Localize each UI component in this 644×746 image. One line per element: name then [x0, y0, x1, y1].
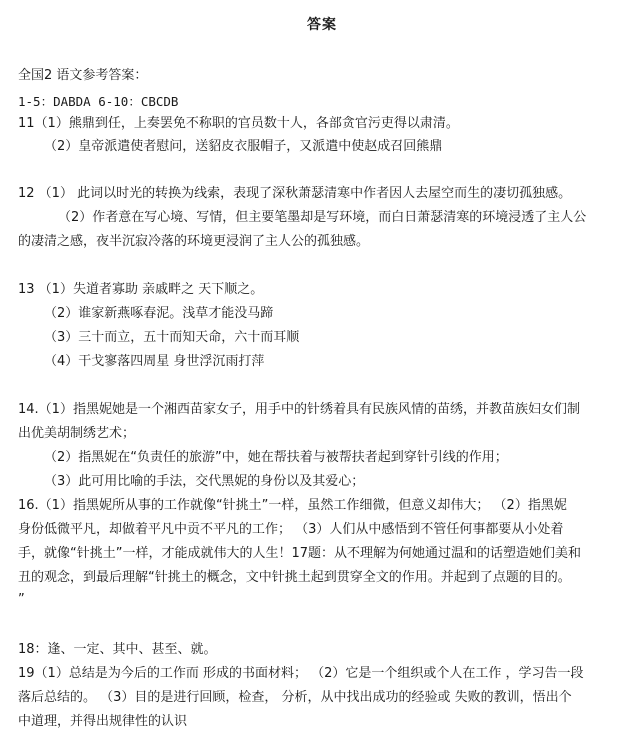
answer-line-19-1: 19（1）总结是为今后的工作而 形成的书面材料； （2）它是一个组织或个人在工作 ，学习告一段	[18, 666, 584, 681]
answer-line-14-2: （2）指黑妮在“负责任的旅游”中，她在帮扶着与被帮扶者起到穿针引线的作用；	[44, 450, 508, 465]
answer-line-16-3: 手，就像“针挑土”一样，才能成就伟大的人生！17题：从不理解为何她通过温和的话塑造她们美和	[18, 546, 582, 561]
answer-line-19-3: 中道理，并得出规律性的认识	[18, 714, 188, 729]
answer-line-13-4: （4）干戈寥落四周星 身世浮沉雨打萍	[44, 354, 265, 369]
section-heading: 全国2 语文参考答案：	[18, 68, 148, 83]
answer-line-14-1-cont: 出优美胡制绣艺术；	[18, 426, 136, 441]
answer-line-13-3: （3）三十而立，五十而知天命，六十而耳顺	[44, 330, 300, 345]
answer-line-14-1: 14.（1）指黑妮她是一个湘西苗家女子，用手中的针绣着具有民族风情的苗绣，并教苗族妇女们制	[18, 402, 580, 417]
page-title: 答案	[307, 17, 337, 33]
answer-line-11-1: 11（1）熊鼎到任，上奏罢免不称职的官员数十人，各部贪官污吏得以肃清。	[18, 116, 459, 131]
answer-line-1-10: 1-5：DABDA 6-10：CBCDB	[18, 94, 179, 109]
closing-quote: ”	[18, 592, 25, 607]
answer-line-12-2: （2）作者意在写心境、写情，但主要笔墨却是写环境，而白日萧瑟清寒的环境浸透了主人公	[58, 210, 587, 225]
answer-line-16-2: 身份低微平凡，却做着平凡中贡不平凡的工作； （3）人们从中感悟到不管任何事都要从小处着	[18, 522, 564, 537]
answer-line-16-1: 16.（1）指黑妮所从事的工作就像“针挑土”一样，虽然工作细微，但意义却伟大； （2）指黑妮	[18, 498, 567, 513]
answer-line-18: 18：逢、一定、其中、甚至、就。	[18, 642, 217, 657]
answer-line-12-1: 12 （1） 此词以时光的转换为线索，表现了深秋萧瑟清寒中作者因人去屋空而生的凄切孤独感。	[18, 186, 572, 201]
answer-line-17: 丑的观念，到最后理解“针挑土的概念，文中针挑土起到贯穿全文的作用。并起到了点题的目的。	[18, 570, 571, 585]
answer-line-11-2: （2）皇帝派遣使者慰问，送貂皮衣服帽子，又派遣中使赵成召回熊鼎	[44, 139, 443, 154]
answer-line-13-1: 13 （1）失道者寡助 亲戚畔之 天下顺之。	[18, 282, 264, 297]
answer-line-13-2: （2）谁家新燕啄春泥。浅草才能没马蹄	[44, 306, 274, 321]
answer-line-19-2: 落后总结的。 （3）目的是进行回顾，检查， 分析，从中找出成功的经验或 失败的教训，悟出个	[18, 690, 572, 705]
answer-line-12-2-cont: 的凄清之感，夜半沉寂冷落的环境更浸润了主人公的孤独感。	[18, 234, 370, 249]
answer-line-14-3: （3）此可用比喻的手法，交代黑妮的身份以及其爱心；	[44, 474, 365, 489]
